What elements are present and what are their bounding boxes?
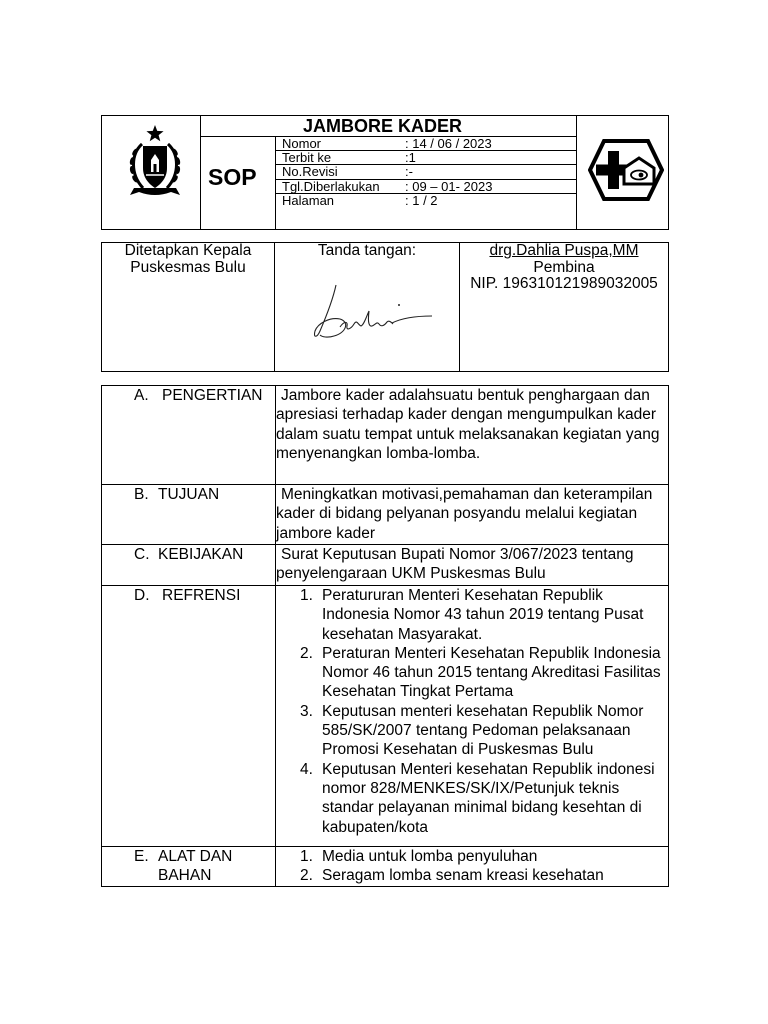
text-line: Peraturan Menteri Kesehatan Republik Indonesia (322, 644, 661, 662)
list-number: 1. (300, 587, 313, 604)
section-b-label-cell (101, 484, 275, 544)
section-a-label-cell (101, 385, 275, 484)
signer-nip: NIP. 196310121989032005 (470, 275, 658, 293)
reference-item (276, 644, 668, 702)
text-line: Nomor 46 tahun 2015 tentang Akreditasi Fasilitas (322, 664, 661, 682)
section-c-content-cell (275, 544, 668, 585)
info-label: Terbit ke (282, 150, 332, 165)
set-by-text: Ditetapkan Kepala Puskesmas Bulu (124, 242, 252, 276)
procedure-table (101, 385, 669, 887)
material-item (276, 847, 668, 866)
list-number: 3. (300, 702, 313, 720)
signer-name: drg.Dahlia Puspa,MM (489, 242, 639, 259)
info-value: : 14 / 06 / 2023 (405, 136, 492, 151)
text-line: kader di bidang pelyanan posyandu melalui kegiatan (276, 505, 638, 523)
info-label: Nomor (282, 136, 322, 151)
signer-rank: Pembina (533, 258, 595, 276)
text-line: Keputusan menteri kesehatan Republik Nomor (322, 702, 644, 720)
section-e-content-cell (275, 846, 668, 886)
info-row-nomor (275, 136, 576, 150)
text-line: Media untuk lomba penyuluhan (322, 848, 538, 865)
text-line: 585/SK/2007 tentang Pedoman pelaksanaan (322, 722, 631, 740)
section-letter: C. (134, 546, 150, 563)
text-line: apresiasi terhadap kader dengan mengumpulkan kader (276, 406, 656, 424)
info-label: Halaman (282, 193, 335, 208)
section-letter: E. (134, 848, 149, 865)
text-line: Keputusan Menteri kesehatan Republik indonesi (322, 760, 655, 778)
puskesmas-logo-icon (588, 139, 664, 201)
section-e-label-cell (101, 846, 275, 886)
approval-table (101, 242, 669, 372)
sop-header-table (101, 115, 669, 230)
text-line: Promosi Kesehatan di Puskesmas Bulu (322, 741, 594, 759)
text-line: kabupaten/kota (322, 818, 429, 836)
section-letter: D. (134, 587, 150, 604)
text-line: Surat Keputusan Bupati Nomor 3/067/2023 tentang (281, 546, 634, 563)
sop-label: SOP (208, 164, 257, 190)
crest-emblem-icon (122, 122, 188, 198)
reference-item (276, 760, 668, 837)
document-title: JAMBORE KADER (200, 115, 576, 136)
section-letter: B. (134, 486, 149, 503)
section-label: ALAT DAN BAHAN (158, 848, 233, 885)
info-label: No.Revisi (282, 164, 338, 179)
section-d-content-cell (275, 585, 668, 846)
left-logo-cell (101, 115, 200, 229)
text-line: Peratururan Menteri Kesehatan Republik (322, 587, 603, 604)
info-row-halaman (275, 193, 576, 229)
info-value: :1 (405, 150, 416, 165)
text-line: Kesehatan Tingkat Pertama (322, 683, 514, 701)
info-value: : 1 / 2 (405, 193, 438, 208)
text-line: standar pelayanan minimal bidang kesehtan di (322, 799, 642, 817)
info-row-terbit (275, 150, 576, 164)
right-logo-cell (576, 115, 668, 229)
list-number: 2. (300, 867, 313, 885)
section-letter: A. (134, 387, 149, 404)
section-a-content-cell (275, 385, 668, 484)
text-line: Meningkatkan motivasi,pemahaman dan keterampilan (281, 486, 653, 503)
sop-cell (200, 136, 275, 229)
text-line: penyelengaraan UKM Puskesmas Bulu (276, 565, 546, 583)
list-number: 4. (300, 760, 313, 778)
text-line: nomor 828/MENKES/SK/IX/Petunjuk teknis (322, 779, 620, 797)
section-label: KEBIJAKAN (158, 546, 244, 563)
info-value: : 09 – 01- 2023 (405, 179, 493, 194)
section-label: PENGERTIAN (162, 387, 263, 404)
text-line: Seragam lomba senam kreasi kesehatan (322, 867, 604, 885)
set-by-cell (101, 242, 274, 371)
text-line: dalam suatu tempat untuk melaksanakan kegiatan yang (276, 425, 660, 443)
info-value: :- (405, 164, 413, 179)
info-row-revisi (275, 164, 576, 179)
signature-cell (274, 242, 459, 371)
section-b-content-cell (275, 484, 668, 544)
reference-item (276, 586, 668, 644)
signer-cell (459, 242, 668, 371)
list-number: 2. (300, 644, 313, 662)
reference-item (276, 702, 668, 760)
text-line: Indonesia Nomor 43 tahun 2019 tentang Pusat (322, 606, 644, 624)
section-d-label-cell (101, 585, 275, 846)
info-row-tgl (275, 179, 576, 193)
material-item (276, 866, 668, 885)
signature-label: Tanda tangan: (317, 242, 417, 259)
list-number: 1. (300, 848, 313, 865)
text-line: Jambore kader adalahsuatu bentuk penghargaan dan (281, 387, 650, 404)
signature-image (306, 281, 436, 343)
text-line: kesehatan Masyarakat. (322, 625, 483, 643)
section-c-label-cell (101, 544, 275, 585)
text-line: menyenangkan lomba-lomba. (276, 444, 481, 462)
section-label: TUJUAN (158, 486, 220, 503)
section-label: REFRENSI (162, 587, 241, 604)
text-line: jambore kader (276, 524, 376, 542)
info-label: Tgl.Diberlakukan (282, 179, 380, 194)
